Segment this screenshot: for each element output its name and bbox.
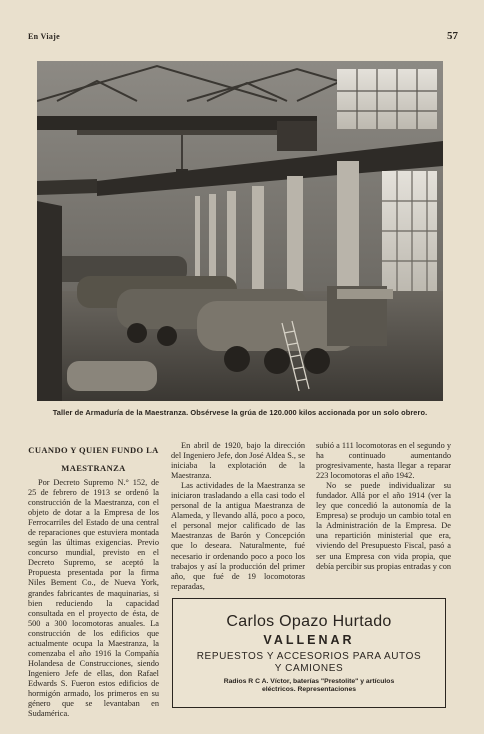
paragraph: En abril de 1920, bajo la dirección del Ingeniero Jefe, don José Aldea S., se iniciaba la explotación de la Maestranza. <box>171 441 305 481</box>
magazine-title: En Viaje <box>28 32 60 41</box>
advertiser-city: VALLENAR <box>263 633 355 647</box>
page-number: 57 <box>447 30 458 42</box>
workshop-photo <box>37 61 443 401</box>
advertiser-name: Carlos Opazo Hurtado <box>226 613 392 630</box>
paragraph: Por Decreto Supremo N.° 152, de 25 de febrero de 1913 se ordenó la construcción de la Maestranza, con el objeto de dotar a la Empresa de los Ferrocarriles del Estado de una central de reparaciones que estuviera montada según las últimas exigencias. Previo concurso mundial, previsto en el Decreto Supremo, se aceptó la Propuesta presentada por la firma Niles Bement Co., de Nueva York, grandes fabricantes de maquinarias, si bien reduciendo la capacidad consultada en el proyecto de ésta, de 500 a 300 locomotoras anuales. La construcción de los edificios que actualmente ocupa la Maestranza, la comenzaba el año 1916 la Compañía Holandesa de Construcciones, siendo Ingeniero Jefe de ellas, don Rafael Edwards S. Fueron estos edificios de hormigón armado, los primeros en su género que se levantaban en Sudamérica. <box>28 478 159 719</box>
article-heading <box>28 441 159 477</box>
ad-small-2: eléctricos. Representaciones <box>261 686 357 693</box>
paragraph: No se puede individualizar su fundador. Allá por el año 1914 (ver la ley que concedió la autonomía de la Empresa) se produjo un cambio total en la Administración de la Empresa. De una repartición ministerial que era, viviendo del Presupuesto Fiscal, pasó a ser una Empresa con vida propia, que debía percibir sus propias entradas y con <box>316 481 452 571</box>
ad-line-1: REPUESTOS Y ACCESORIOS PARA AUTOS <box>196 651 422 662</box>
advertisement-box <box>172 598 446 708</box>
paragraph: subió a 111 locomotoras en el segundo y ha continuado aumentando progresivamente, hasta llegar a reparar 223 locomotoras el año 1942. <box>316 441 451 481</box>
running-head <box>28 30 458 42</box>
heading-line-2: MAESTRANZA <box>61 463 126 473</box>
ad-line-2: Y CAMIONES <box>274 663 344 674</box>
ad-small-1: Radios R C A. Víctor, baterías "Prestolite" y artículos <box>223 678 395 685</box>
article-column-1 <box>28 441 159 719</box>
article-column-3 <box>316 441 451 572</box>
workshop-photo-image <box>37 61 443 401</box>
paragraph: Las actividades de la Maestranza se iniciaron trasladando a ella casi todo el personal de la antigua Maestranza de Alameda, y llevando allá, poco a poco, el personal mejor calificado de las Maestranzas de Barón y Concepción que lo deseara. Naturalmente, fué necesario ir ordenando poco a poco los trabajos y así la producción del primer año, que fué de 19 locomotoras reparadas, <box>171 481 305 591</box>
article-column-2 <box>171 441 305 592</box>
photo-caption: Taller de Armaduría de la Maestranza. Obsérvese la grúa de 120.000 kilos accionada por un solo obrero. <box>52 408 428 417</box>
heading-line-1: CUANDO Y QUIEN FUNDO LA <box>28 445 159 455</box>
